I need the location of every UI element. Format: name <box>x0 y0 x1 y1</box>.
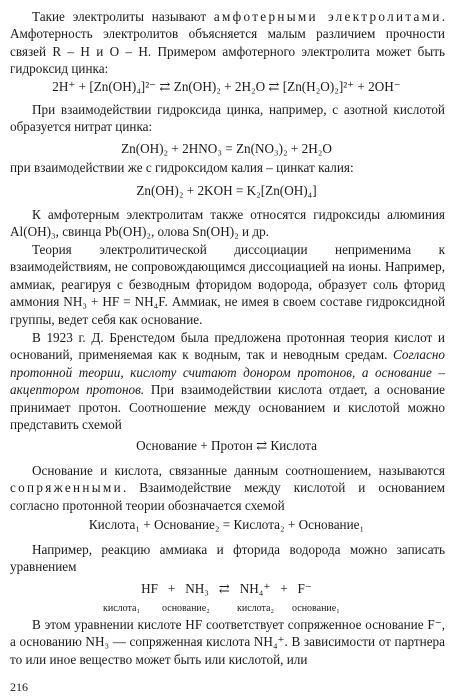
spaced-term-conjugate: сопряженными <box>10 480 123 496</box>
paragraph-other-amphoteric: К амфотерным электролитам также относятся гидроксиды алюминия Al(OH)₃, свинца Pb(OH)₂, олова Sn(OH)₂ и др. <box>10 207 445 240</box>
label-base-2: основание₂ <box>162 603 210 614</box>
paragraph-conjugate <box>10 462 445 514</box>
label-acid-1: кислота₁ <box>103 603 140 614</box>
paragraph-zinc-potassium: при взаимодействии же с гидроксидом калия – цинкат калия: <box>10 160 354 175</box>
text-segment: . Амфотерность электролитов объясняется малым различием прочности связей R – H и O – H. Примером амфотерного электролита может быть гидроксид цинка: <box>10 9 445 77</box>
text-segment: Основание и кислота, связанные данным соотношением, называются <box>32 463 445 478</box>
label-base-1: основание₁ <box>292 603 340 614</box>
paragraph-zinc-nitric: При взаимодействии гидроксида цинка, например, с азотной кислотой образуется нитрат цинка: <box>10 102 445 135</box>
text-segment: . Взаимодействие между кислотой и основанием согласно протонной теории обозначается схемой <box>10 480 445 513</box>
italic-definition: Согласно протонной теории, кислоту считают донором протонов, а основание – акцептором протонов. <box>10 347 445 398</box>
equation-acid-base-scheme: Кислота₁ + Основание₂ = Кислота₂ + Основание₁ <box>88 517 365 532</box>
text-segment: При взаимодействии кислота отдает, а основание принимает протон. Соотношение между основанием и кислотой можно представить схемой <box>10 382 446 433</box>
paragraph-bronsted-theory <box>10 329 445 433</box>
equation-zinc-hydroxide-equilibrium: 2H⁺ + [Zn(OH)₄]²⁻ ⇄ Zn(OH)₂ + 2H₂O ⇄ [Zn(H₂O)₂]²⁺ + 2OH⁻ <box>52 79 401 94</box>
page-number: 216 <box>10 680 28 694</box>
paragraph-conjugate-pairs: В этом уравнении кислоте HF соответствует сопряженное основание F⁻, а основанию NH₃ — сопряженная кислота NH₄⁺. В зависимости от партнера то или иное вещество может быть или кислотой, или <box>10 617 445 667</box>
text-segment: В 1923 г. Д. Бренстедом была предложена протонная теория кислот и оснований, применяемая как к водным, так и неводным средам. <box>10 330 445 363</box>
equation-hf-nh3: HF + NH₃ ⇄ NH₄⁺ + F⁻ <box>141 581 312 596</box>
paragraph-dissociation-theory: Теория электролитической диссоциации неприменима к взаимодействиям, не сопровождающимся диссоциацией на ионы. Например, аммиак, реагируя с безводным фторидом водорода, образует соль фторид аммония NH₃ + HF = NH₄F. Аммиак, не имея в своем составе гидроксидной группы, ведет себя как основание. <box>10 242 445 327</box>
equation-base-proton-acid: Основание + Протон ⇄ Кислота <box>136 438 317 453</box>
equation-zinc-nitrate: Zn(OH)₂ + 2HNO₃ = Zn(NO₃)₂ + 2H₂O <box>121 141 332 156</box>
paragraph-ammonia-example: Например, реакцию аммиака и фторида водорода можно записать уравнением <box>10 542 445 575</box>
equation-potassium-zincate: Zn(OH)₂ + 2KOH = K₂[Zn(OH)₄] <box>136 183 317 198</box>
spaced-term-amphoteric: амфотерными электролитами <box>213 9 442 24</box>
label-acid-2: кислота₂ <box>237 603 274 614</box>
text-segment: Такие электролиты называют <box>32 9 214 24</box>
paragraph-amphoteric-intro <box>10 8 445 78</box>
